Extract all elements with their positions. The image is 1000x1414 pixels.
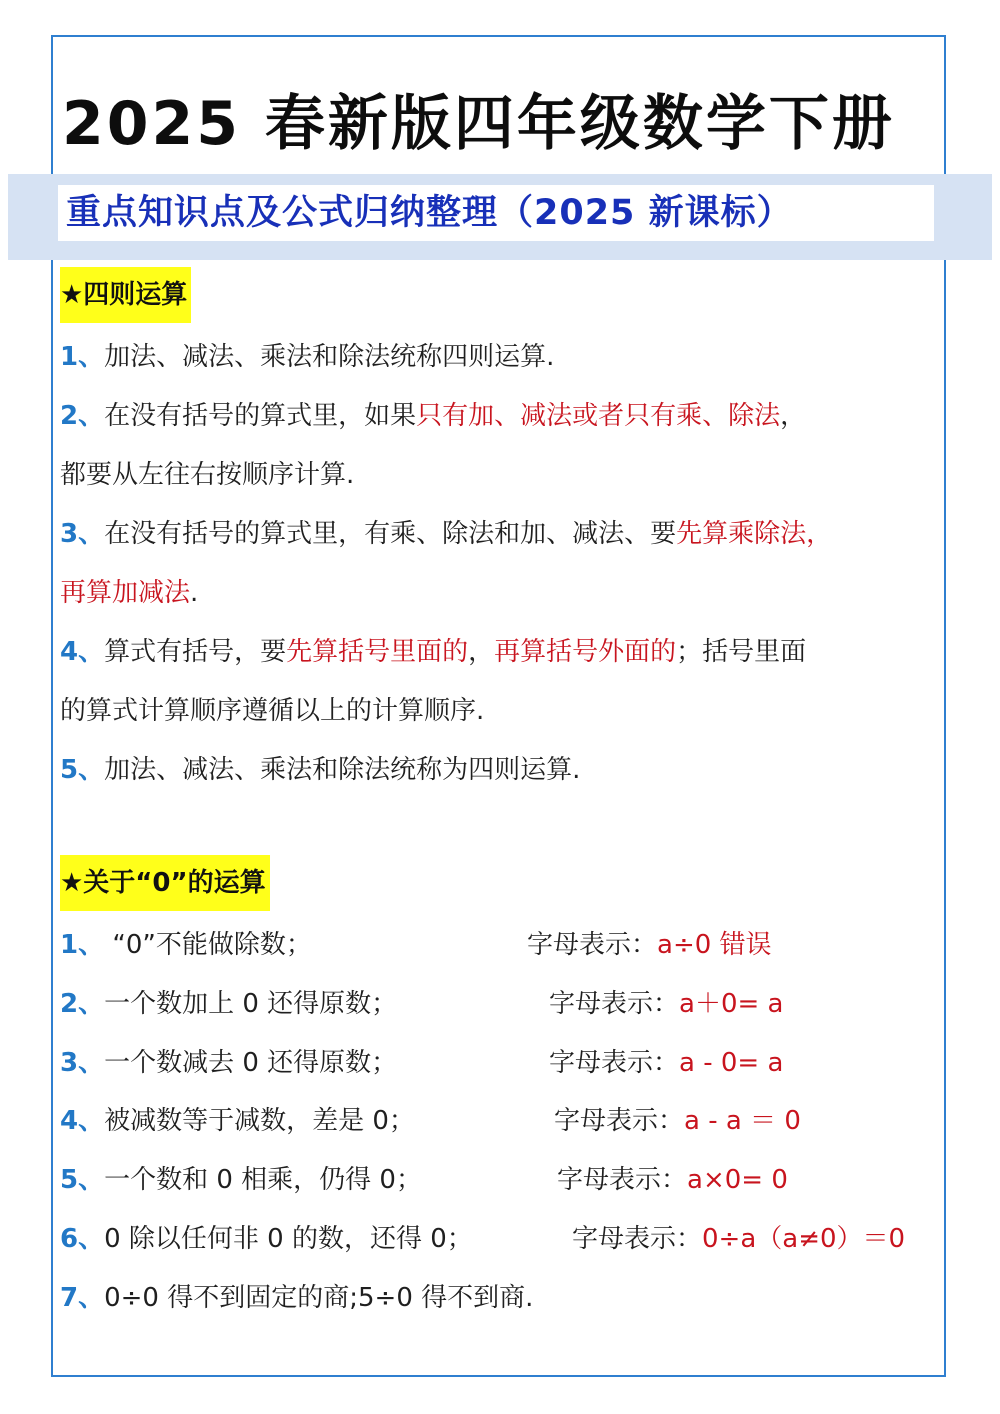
rule-item-5 [60,750,580,790]
rule-text: 被减数等于减数，差是 0； [104,1106,415,1136]
emphasis-text: 再算加减法 [60,578,191,608]
formula-2 [549,984,783,1024]
item-number: 2、 [60,401,105,431]
page-subtitle: 重点知识点及公式归纳整理（2025 新课标） [66,193,793,233]
zero-rule-item-6 [60,1219,473,1259]
formula-4 [554,1101,801,1141]
formula-expression: a＋0= a [679,989,784,1019]
item-number: 3、 [60,519,105,549]
formula-expression: a - a ＝ 0 [684,1106,801,1136]
rule-item-2-continued [60,455,354,495]
rule-text: 算式有括号，要 [104,637,287,667]
rule-text: 在没有括号的算式里，有乘、除法和加、减法、要 [104,519,677,549]
rule-text: 一个数和 0 相乘，仍得 0； [104,1165,422,1195]
zero-rule-item-1 [60,925,312,965]
emphasis-text: 先算括号里面的 [286,637,469,667]
rule-text: 一个数减去 0 还得原数； [104,1048,398,1078]
item-number: 3、 [60,1048,105,1078]
formula-5 [557,1160,788,1200]
formula-1 [527,925,772,965]
rule-text: 都要从左往右按顺序计算. [60,460,355,490]
section-heading-zero: ★关于“0”的运算 [60,855,270,911]
item-number: 1、 [60,342,105,372]
item-number: 7、 [60,1283,105,1313]
formula-label: 字母表示： [557,1165,688,1195]
rule-item-2 [60,396,806,436]
rule-item-4-continued [60,691,484,731]
item-number: 5、 [60,1165,105,1195]
page-title: 2025 春新版四年级数学下册 [62,89,895,159]
rule-text: . [190,578,199,608]
formula-label: 字母表示： [549,989,680,1019]
emphasis-text: 再算括号外面的 [494,637,677,667]
formula-expression: a - 0= a [679,1048,784,1078]
formula-expression: 0÷a（a≠0）＝0 [702,1224,906,1254]
zero-rule-item-7 [60,1278,533,1318]
emphasis-text: 先算乘除法， [676,519,833,549]
rule-text: ， [468,637,495,667]
formula-label: 字母表示： [572,1224,703,1254]
rule-text: 在没有括号的算式里，如果 [104,401,417,431]
item-number: 1、 [60,930,105,960]
item-number: 4、 [60,1106,105,1136]
rule-item-1 [60,337,554,377]
formula-expression: a×0= 0 [687,1165,788,1195]
zero-rule-item-4 [60,1101,415,1141]
rule-text: 加法、减法、乘法和除法统称四则运算. [104,342,555,372]
formula-label: 字母表示： [554,1106,685,1136]
rule-text: 0 除以任何非 0 的数，还得 0； [104,1224,473,1254]
item-number: 2、 [60,989,105,1019]
rule-item-3 [60,514,832,554]
rule-text: 的算式计算顺序遵循以上的计算顺序. [60,696,485,726]
item-number: 4、 [60,637,105,667]
section-heading-arithmetic: ★四则运算 [60,267,191,323]
rule-text: ；括号里面 [676,637,807,667]
emphasis-text: 只有加、减法或者只有乘、除法 [416,401,781,431]
formula-3 [549,1043,783,1083]
formula-label: 字母表示： [549,1048,680,1078]
zero-rule-item-2 [60,984,397,1024]
formula-label: 字母表示： [527,930,658,960]
rule-text: 加法、减法、乘法和除法统称为四则运算. [104,755,581,785]
rule-text: 0÷0 得不到固定的商;5÷0 得不到商. [104,1283,534,1313]
zero-rule-item-3 [60,1043,397,1083]
rule-item-3-continued [60,573,198,613]
item-number: 5、 [60,755,105,785]
rule-text: ， [780,401,807,431]
item-number: 6、 [60,1224,105,1254]
rule-item-4 [60,632,806,672]
formula-expression: a÷0 错误 [657,930,772,960]
rule-text: “0”不能做除数； [104,930,312,960]
rule-text: 一个数加上 0 还得原数； [104,989,398,1019]
zero-rule-item-5 [60,1160,422,1200]
formula-6 [572,1219,905,1259]
